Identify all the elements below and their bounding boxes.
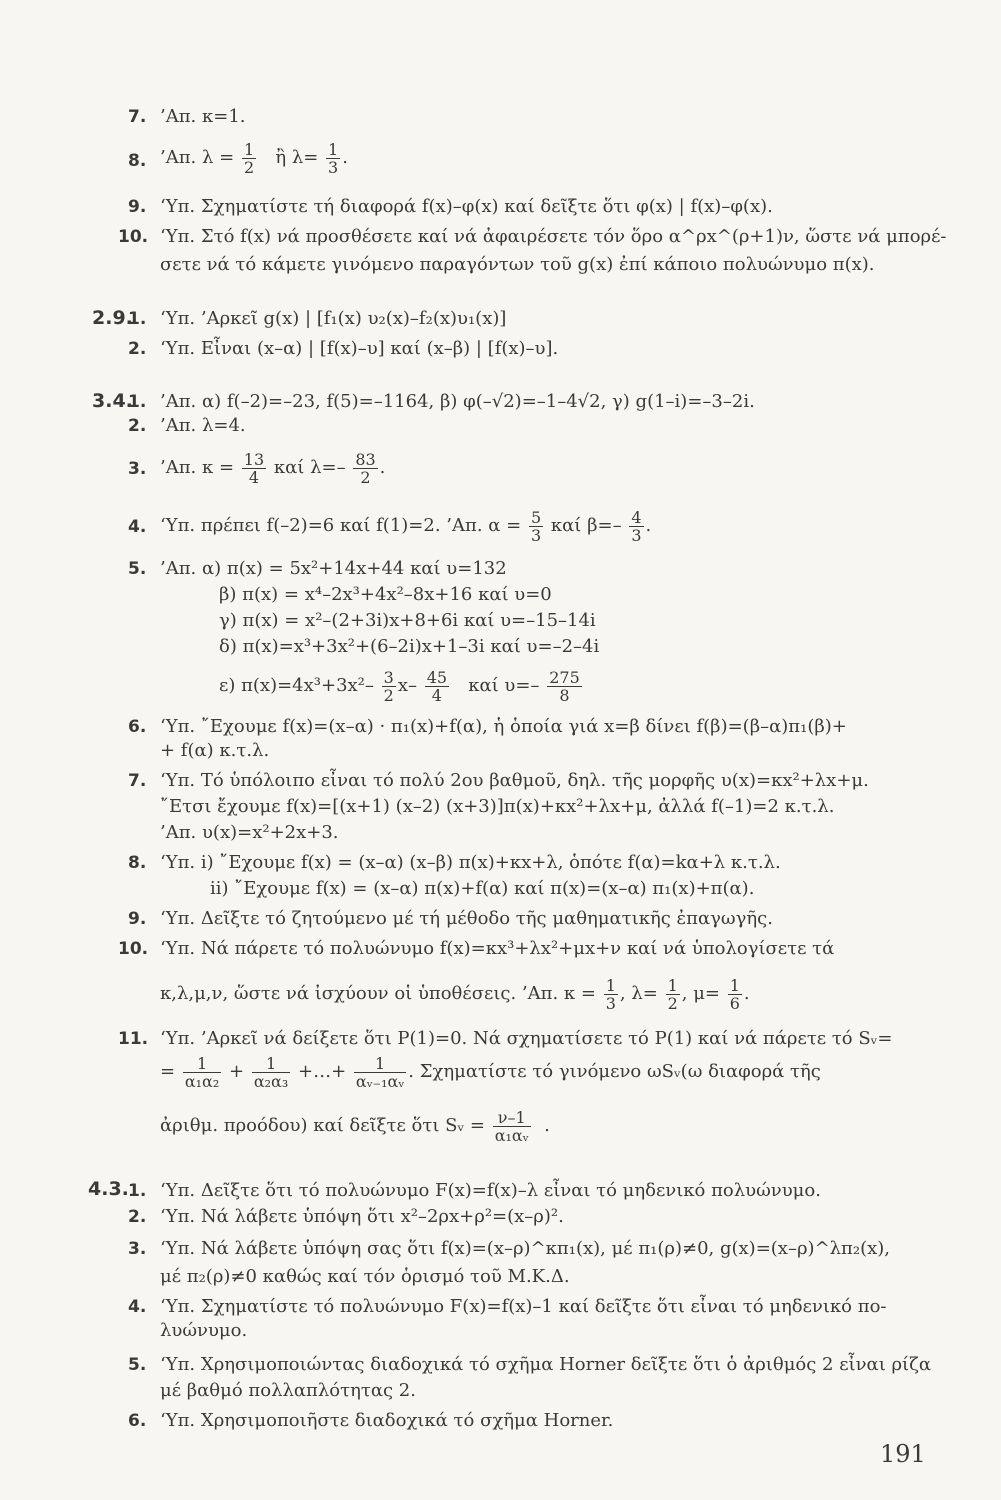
hint-line: ‘Υπ. Τό ὑπόλοιπο εἶναι τό πολύ 2ου βαθμοῦ, δηλ. τῆς μορφῆς υ(x)=κx²+λx+μ. bbox=[160, 770, 869, 791]
item-number: 7. bbox=[128, 771, 147, 791]
hint-line: λυώνυμο. bbox=[160, 1320, 248, 1341]
answer-line: ’Απ. α) f(–2)=–23, f(5)=–1164, β) φ(–√2)=–1–4√2, γ) g(1–i)=–3–2i. bbox=[160, 391, 755, 412]
hint-line: ‘Υπ. Δεῖξτε ὅτι τό πολυώνυμο F(x)=f(x)–λ εἶναι τό μηδενικό πολυώνυμο. bbox=[160, 1180, 821, 1201]
answer-line: δ) π(x)=x³+3x²+(6–2i)x+1–3i καί υ=–2–4i bbox=[219, 636, 600, 657]
answer-line: ’Απ. κ=1. bbox=[160, 106, 246, 127]
fraction: $\frac{1}{2}$ bbox=[243, 139, 255, 177]
answer-line: ’Απ. υ(x)=x²+2x+3. bbox=[160, 822, 339, 843]
fraction: $\frac{13}{4}$ bbox=[243, 449, 265, 487]
section-number: 3.4. bbox=[92, 390, 133, 412]
fraction: $\frac{1}{3}$ bbox=[328, 139, 339, 177]
answer-line: β) π(x) = x⁴–2x³+4x²–8x+16 καί υ=0 bbox=[219, 584, 552, 605]
fraction: $\frac{1}{3}$ bbox=[605, 975, 616, 1013]
hint-line: μέ βαθμό πολλαπλότητας 2. bbox=[160, 1380, 416, 1401]
fraction: $\frac{1}{\text{αᵥ₋₁αᵥ}}$ bbox=[355, 1053, 405, 1091]
answer-line: γ) π(x) = x²–(2+3i)x+8+6i καί υ=–15–14i bbox=[219, 610, 596, 631]
fraction: $\frac{45}{4}$ bbox=[426, 667, 448, 705]
hint-line: ‘Υπ. Χρησιμοποιῆστε διαδοχικά τό σχῆμα Horner. bbox=[160, 1410, 614, 1431]
hint-line: ‘Υπ. Σχηματίστε τή διαφορά f(x)–φ(x) καί δεῖξτε ὅτι φ(x) | f(x)–φ(x). bbox=[160, 196, 773, 217]
item-number: 4. bbox=[128, 1297, 147, 1317]
item-number: 6. bbox=[128, 717, 147, 737]
item-number: 3. bbox=[128, 459, 147, 479]
item-number: 1. bbox=[128, 392, 147, 412]
fraction: $\frac{83}{2}$ bbox=[355, 449, 376, 487]
item-number: 5. bbox=[128, 559, 147, 579]
fraction: $\frac{1}{2}$ bbox=[667, 975, 678, 1013]
hint-line: ‘Υπ. Δεῖξτε τό ζητούμενο μέ τή μέθοδο τῆς μαθηματικῆς ἐπαγωγῆς. bbox=[160, 908, 773, 929]
hint-line: ‘Υπ. ῎Εχουμε f(x)=(x–α) · π₁(x)+f(α), ἡ ὁποία γιά x=β δίνει f(β)=(β–α)π₁(β)+ bbox=[160, 716, 847, 737]
item-number: 10. bbox=[118, 939, 149, 959]
fraction: $\frac{1}{\text{α₁α₂}}$ bbox=[184, 1053, 220, 1091]
hint-line: ‘Υπ. Νά πάρετε τό πολυώνυμο f(x)=κx³+λx²+μx+ν καί νά ὑπολογίσετε τά bbox=[160, 938, 835, 959]
fraction: $\frac{3}{2}$ bbox=[383, 667, 394, 705]
item-number: 2. bbox=[128, 1207, 147, 1227]
fraction: $\frac{4}{3}$ bbox=[631, 507, 642, 545]
hint-line: ii) ῎Εχουμε f(x) = (x–α) π(x)+f(α) καί π(x)=(x–α) π₁(x)+π(α). bbox=[210, 878, 755, 899]
answer-line: ’Απ. λ = $\frac{1}{2}$ ἢ λ= $\frac{1}{3}$ . bbox=[160, 139, 348, 177]
hint-line: ‘Υπ. ’Αρκεῖ g(x) | [f₁(x) υ₂(x)–f₂(x)υ₁(x)] bbox=[160, 308, 507, 329]
section-number: 2.9. bbox=[92, 307, 133, 329]
answer-line: ’Απ. κ = $\frac{13}{4}$ καί λ=– $\frac{83}{2}$ . bbox=[160, 449, 386, 487]
hint-line: ‘Υπ. Νά λάβετε ὑπόψη ὅτι x²–2ρx+ρ²=(x–ρ)². bbox=[160, 1206, 564, 1227]
hint-line: ἀριθμ. προόδου) καί δεῖξτε ὅτι Sᵥ = $\frac{\nu-1}{\text{α₁αᵥ}}$ . bbox=[160, 1107, 550, 1145]
hint-line: ‘Υπ. i) ῎Εχουμε f(x) = (x–α) (x–β) π(x)+κx+λ, ὁπότε f(α)=kα+λ κ.τ.λ. bbox=[160, 852, 781, 873]
hint-line: ‘Υπ. Εἶναι (x–α) | [f(x)–υ] καί (x–β) | [f(x)–υ]. bbox=[160, 338, 559, 359]
item-number: 3. bbox=[128, 1239, 147, 1259]
item-number: 7. bbox=[128, 107, 147, 127]
hint-line: ‘Υπ. ’Αρκεῖ νά δείξετε ὅτι P(1)=0. Νά σχηματίσετε τό P(1) καί νά πάρετε τό Sᵥ= bbox=[160, 1028, 893, 1049]
answer-line: ’Απ. λ=4. bbox=[160, 415, 246, 436]
hint-line: ‘Υπ. Σχηματίστε τό πολυώνυμο F(x)=f(x)–1 καί δεῖξτε ὅτι εἶναι τό μηδενικό πο- bbox=[160, 1296, 887, 1317]
fraction: $\frac{5}{3}$ bbox=[530, 507, 542, 545]
answer-line: κ,λ,μ,ν, ὥστε νά ἰσχύουν οἱ ὑποθέσεις. ’Απ. κ = $\frac{1}{3}$ , λ= $\frac{1}{2}$ , μ= $\frac{1}{6}$ . bbox=[160, 975, 750, 1013]
hint-line: = $\frac{1}{\text{α₁α₂}}$ + $\frac{1}{\text{α₂α₃}}$ +…+ $\frac{1}{\text{αᵥ₋₁αᵥ}}$ . Σχηματίστε τό γινόμενο ωSᵥ(ω διαφορά τῆς bbox=[160, 1053, 821, 1091]
item-number: 9. bbox=[128, 909, 147, 929]
item-number: 1. bbox=[128, 1181, 147, 1201]
fraction: $\frac{1}{6}$ bbox=[729, 975, 740, 1013]
item-number: 9. bbox=[128, 197, 147, 217]
item-number: 4. bbox=[128, 517, 147, 537]
item-number: 8. bbox=[128, 151, 147, 171]
item-number: 1. bbox=[128, 309, 147, 329]
hint-line: σετε νά τό κάμετε γινόμενο παραγόντων τοῦ g(x) ἐπί κάποιο πολυώνυμο π(x). bbox=[160, 254, 875, 275]
hint-line: ‘Υπ. Νά λάβετε ὑπόψη σας ὅτι f(x)=(x–ρ)^κπ₁(x), μέ π₁(ρ)≠0, g(x)=(x–ρ)^λπ₂(x), bbox=[160, 1238, 891, 1259]
item-number: 2. bbox=[128, 416, 147, 436]
hint-line: ῎Ετσι ἔχουμε f(x)=[(x+1) (x–2) (x+3)]π(x)+κx²+λx+μ, ἀλλά f(–1)=2 κ.τ.λ. bbox=[160, 796, 835, 817]
hint-line: ‘Υπ. Στό f(x) νά προσθέσετε καί νά ἀφαιρέσετε τόν ὅρο α^ρx^(ρ+1)ν, ὥστε νά μπορέ- bbox=[160, 226, 947, 247]
fraction: $\frac{275}{8}$ bbox=[549, 667, 580, 705]
hint-line: μέ π₂(ρ)≠0 καθώς καί τόν ὁρισμό τοῦ Μ.Κ.Δ. bbox=[160, 1266, 570, 1287]
item-number: 6. bbox=[128, 1411, 147, 1431]
item-number: 8. bbox=[128, 853, 147, 873]
hint-line: + f(α) κ.τ.λ. bbox=[160, 740, 270, 761]
item-number: 10. bbox=[118, 227, 149, 247]
hint-line: ‘Υπ. Χρησιμοποιώντας διαδοχικά τό σχῆμα Horner δεῖξτε ὅτι ὁ ἀριθμός 2 εἶναι ρίζα bbox=[160, 1354, 932, 1375]
fraction: $\frac{\nu-1}{\text{α₁αᵥ}}$ bbox=[494, 1107, 529, 1145]
fraction: $\frac{1}{\text{α₂α₃}}$ bbox=[253, 1053, 289, 1091]
page-number: 191 bbox=[880, 1440, 926, 1468]
answer-line: ε) π(x)=4x³+3x²– $\frac{3}{2}$ x– $\frac{45}{4}$ καί υ=– $\frac{275}{8}$ bbox=[219, 667, 580, 705]
answer-line: ’Απ. α) π(x) = 5x²+14x+44 καί υ=132 bbox=[160, 558, 507, 579]
item-number: 5. bbox=[128, 1355, 147, 1375]
item-number: 11. bbox=[118, 1029, 149, 1049]
item-number: 2. bbox=[128, 339, 147, 359]
hint-line: ‘Υπ. πρέπει f(–2)=6 καί f(1)=2. ’Απ. α = $\frac{5}{3}$ καί β=– $\frac{4}{3}$ . bbox=[160, 507, 652, 545]
section-number: 4.3. bbox=[88, 1178, 129, 1200]
